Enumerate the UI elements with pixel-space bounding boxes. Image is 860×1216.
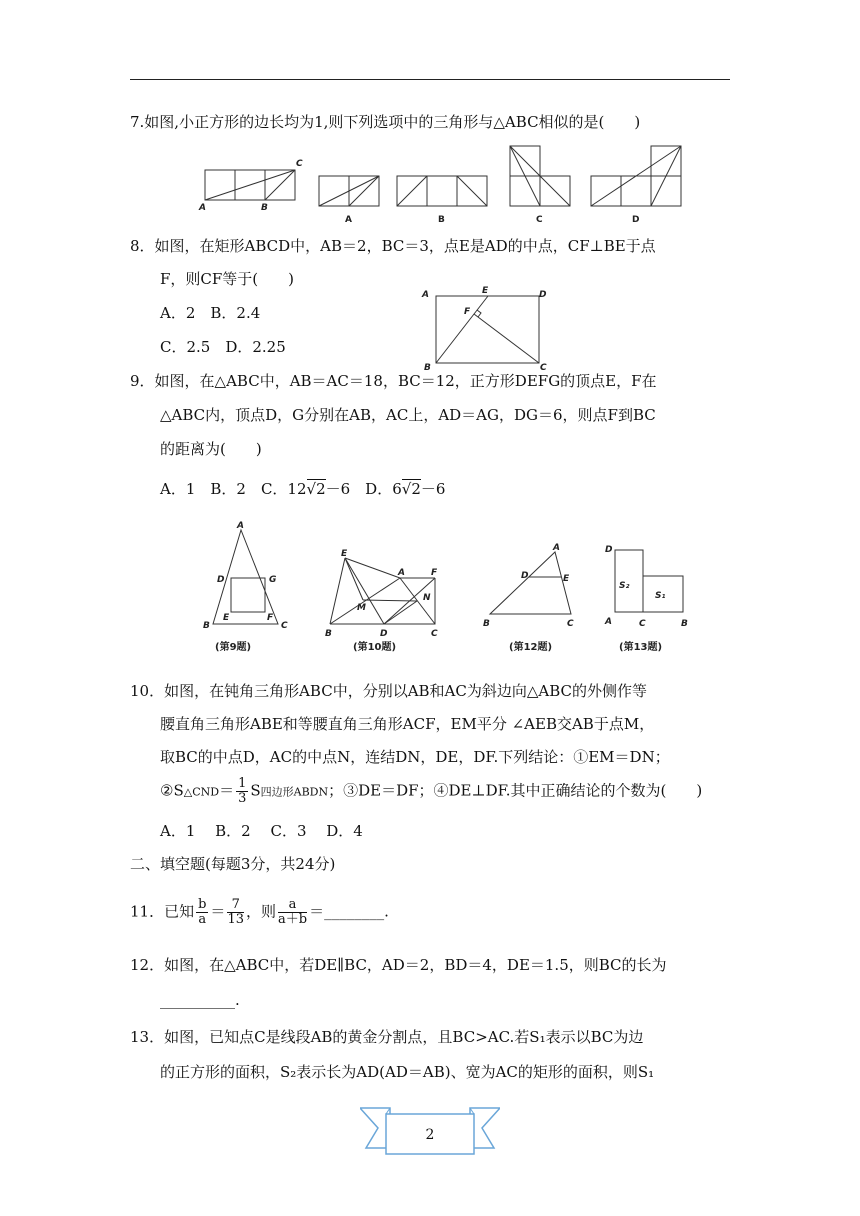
section-heading: 二、填空题(每题3分，共24分) (130, 855, 336, 873)
caption-fig12: (第12题) (509, 642, 553, 653)
f9-label-d: D (217, 575, 225, 585)
q8-options-2: C．2.5 D．2.25 (160, 338, 286, 356)
q8-line1: 8．如图，在矩形ABCD中，AB＝2，BC＝3，点E是AD的中点，CF⊥BE于点 (130, 237, 656, 255)
q13-line2: 的正方形的面积，S₂表示长为AD(AD＝AB)、宽为AC的矩形的面积，则S₁ (160, 1063, 655, 1081)
q12-line2: __________. (160, 991, 240, 1009)
q10-s-sub2: 四边形ABDN (260, 785, 329, 799)
q9-line2: △ABC内，顶点D，G分别在AB，AC上，AD＝AG，DG＝6，则点F到BC (160, 406, 656, 424)
q13-line1: 13．如图，已知点C是线段AB的黄金分割点，且BC>AC.若S₁表示以BC为边 (130, 1028, 644, 1046)
f10-label-c: C (431, 629, 438, 639)
q10-line3: 取BC的中点D，AC的中点N，连结DN，DE，DF.下列结论：①EM＝DN； (160, 748, 670, 766)
q8-figure (418, 282, 558, 372)
q8-label-a: A (422, 290, 429, 300)
f13-label-s2: S₂ (619, 581, 630, 591)
q9-sqrt-d: √2 (401, 480, 421, 498)
f9-label-f: F (267, 613, 274, 623)
f10-label-b: B (325, 629, 332, 639)
q11-fraction-2: $\frac{7}{13}$ (227, 897, 244, 927)
figures-row (195, 520, 715, 660)
q7-label-a: A (199, 203, 206, 213)
f12-label-b: B (483, 619, 490, 629)
q7-option-d: D (632, 215, 640, 225)
f10-label-m: M (357, 603, 366, 613)
f12-label-c: C (567, 619, 574, 629)
q11-mid: ，则 (245, 902, 276, 921)
q9-line1: 9．如图，在△ABC中，AB＝AC＝18，BC＝12，正方形DEFG的顶点E，F在 (130, 372, 657, 390)
q11-answer-blank: ＝________. (309, 902, 389, 921)
q10-s2-label: S (250, 781, 261, 800)
q12-line1: 12．如图，在△ABC中，若DE∥BC，AD＝2，BD＝4，DE＝1.5，则BC的长为 (130, 956, 667, 974)
q8-label-c: C (540, 363, 547, 372)
q7-label-c: C (296, 159, 303, 169)
q9-options-c: －6 D．6 (325, 480, 402, 498)
page-number-ribbon (360, 1100, 500, 1164)
f13-label-a: A (605, 617, 612, 627)
q11-fraction-3: $\frac{a}{a+b}$ (278, 897, 308, 927)
f9-label-e: E (223, 613, 230, 623)
f10-label-f: F (431, 568, 438, 578)
q7-option-a: A (345, 215, 352, 225)
header-rule (130, 79, 730, 80)
q11-eq: ＝ (210, 902, 226, 921)
f10-label-e: E (341, 549, 348, 559)
q11-line (130, 898, 389, 927)
q10-s-sub1: △CND (183, 785, 220, 799)
f13-label-s1: S₁ (655, 591, 666, 601)
q8-label-d: D (539, 290, 547, 300)
q8-options-1: A．2 B．2.4 (160, 304, 261, 322)
q10-s-label: ②S (160, 781, 184, 800)
f9-label-a: A (237, 521, 244, 531)
q11-prefix: 11．已知 (130, 902, 195, 921)
q9-line3: 的距离为( ) (160, 440, 262, 458)
q10-eq: ＝ (219, 781, 235, 800)
f12-label-a: A (553, 543, 560, 553)
q10-line1: 10．如图，在钝角三角形ABC中，分别以AB和AC为斜边向△ABC的外侧作等 (130, 682, 648, 700)
q9-options-d: －6 (420, 480, 446, 498)
f12-label-e: E (563, 574, 570, 584)
q8-line2: F，则CF等于( ) (160, 270, 294, 288)
f9-label-g: G (269, 575, 277, 585)
q10-line4 (160, 777, 702, 806)
caption-fig9: (第9题) (215, 642, 252, 653)
f10-label-d: D (380, 629, 388, 639)
f13-label-d: D (605, 545, 613, 555)
q9-options (160, 478, 445, 500)
caption-fig10: (第10题) (353, 642, 397, 653)
f9-label-b: B (203, 621, 210, 631)
page-number: 2 (425, 1127, 435, 1143)
q7-option-b: B (438, 215, 445, 225)
q10-fraction: $\frac{1}{3}$ (238, 776, 247, 806)
q7-figures (195, 142, 695, 230)
q10-line4-tail: ；③DE＝DF；④DE⊥DF.其中正确结论的个数为( ) (328, 781, 703, 800)
f10-label-n: N (423, 593, 431, 603)
q11-fraction-1: $\frac{b}{a}$ (198, 897, 207, 927)
caption-fig13: (第13题) (619, 642, 663, 653)
q10-line2: 腰直角三角形ABE和等腰直角三角形ACF，EM平分 ∠AEB交AB于点M， (160, 715, 655, 733)
f12-label-d: D (521, 571, 529, 581)
q10-options: A．1 B．2 C．3 D．4 (160, 822, 363, 840)
q9-sqrt-c: √2 (306, 480, 326, 498)
q7-text: 7.如图,小正方形的边长均为1,则下列选项中的三角形与△ABC相似的是( ) (130, 113, 641, 131)
f13-label-c: C (639, 619, 646, 629)
f10-label-a: A (398, 568, 405, 578)
q9-options-a: A．1 B．2 C．12 (160, 480, 307, 498)
f9-label-c: C (281, 621, 288, 631)
q8-label-e: E (482, 286, 489, 296)
f13-label-b: B (681, 619, 688, 629)
q7-label-b: B (261, 203, 268, 213)
q7-option-c: C (536, 215, 543, 225)
q8-label-b: B (424, 363, 431, 372)
q8-label-f: F (464, 307, 471, 317)
